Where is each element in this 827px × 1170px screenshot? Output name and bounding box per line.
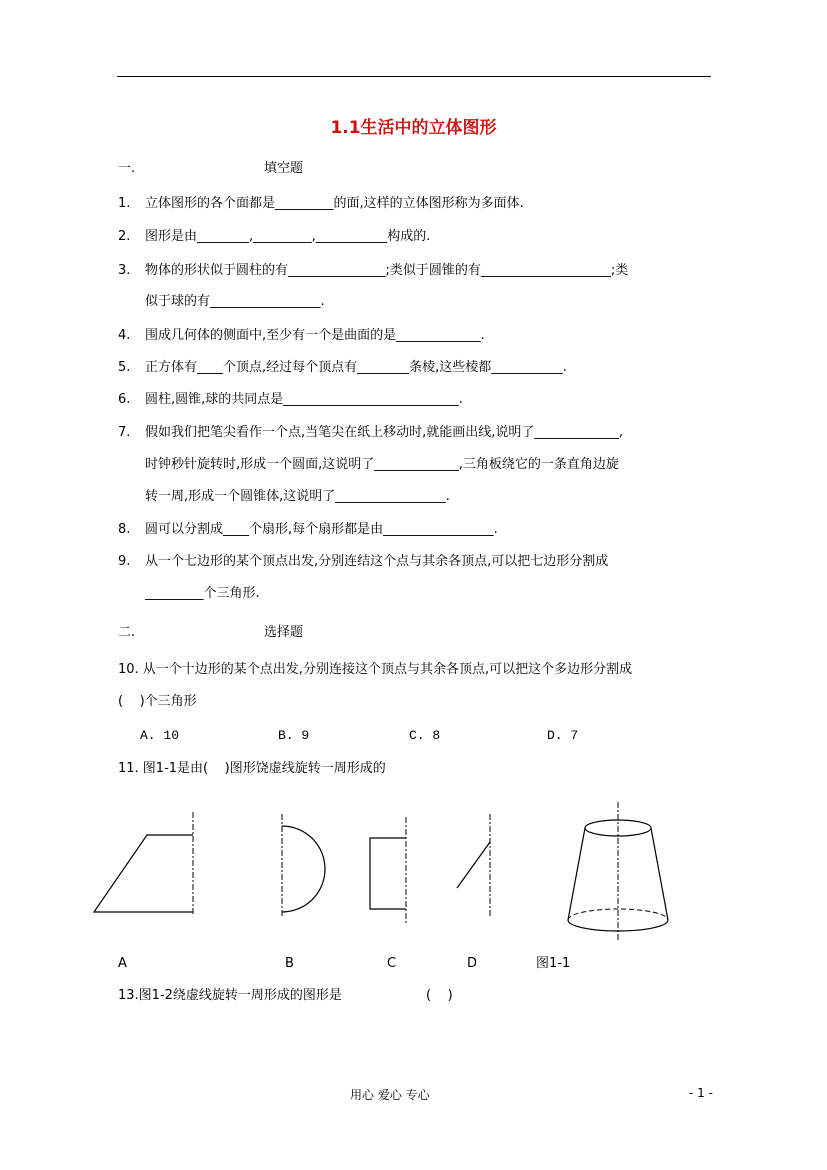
question-text: 从一个七边形的某个顶点出发,分别连结这个点与其余各顶点,可以把七边形分割成 xyxy=(145,554,609,569)
question-text: _________个三角形. xyxy=(145,586,260,601)
question-text: 围成几何体的侧面中,至少有一个是曲面的是_____________. xyxy=(145,328,485,343)
figure-b-semicircle xyxy=(270,812,330,918)
section-1-number: 一. xyxy=(118,161,136,176)
question-text: 圆可以分割成____个扇形,每个扇形都是由_________________. xyxy=(145,522,498,537)
question-text: 假如我们把笔尖看作一个点,当笔尖在纸上移动时,就能画出线,说明了_____________, xyxy=(145,425,624,440)
page-number: - 1 - xyxy=(689,1086,713,1100)
question-text: 正方体有____个顶点,经过每个顶点有________条棱,这些棱都___________. xyxy=(145,360,567,375)
figure-label-d: D xyxy=(467,956,478,971)
question-number: 7. xyxy=(118,425,131,440)
question-text: 图形是由________,_________,___________构成的. xyxy=(145,229,431,244)
question-10-text-cont: ( )个三角形 xyxy=(118,694,197,709)
figure-label-a: A xyxy=(118,956,127,971)
question-text: 似于球的有_________________. xyxy=(145,294,325,309)
question-number: 5. xyxy=(118,360,131,375)
question-number: 6. xyxy=(118,392,131,407)
figure-c-rectangle xyxy=(362,815,412,927)
question-number: 1. xyxy=(118,196,131,211)
question-number: 3. xyxy=(118,263,131,278)
question-text: 时钟秒针旋转时,形成一个圆面,这说明了_____________,三角板绕它的一条直角边旋 xyxy=(145,457,619,472)
section-1-label: 填空题 xyxy=(264,161,304,176)
figure-d-triangle xyxy=(450,812,500,918)
question-number: 2. xyxy=(118,229,131,244)
question-text: 物体的形状似于圆柱的有_______________;类似于圆锥的有____________________;类 xyxy=(145,263,629,278)
section-2-label: 选择题 xyxy=(264,625,304,640)
question-text: 转一周,形成一个圆锥体,这说明了_________________. xyxy=(145,489,450,504)
option-d: D. 7 xyxy=(547,728,579,743)
header-rule xyxy=(117,76,711,77)
question-number: 4. xyxy=(118,328,131,343)
question-text: 圆柱,圆锥,球的共同点是___________________________. xyxy=(145,392,463,407)
option-a: A. 10 xyxy=(140,728,180,743)
figure-label-b: B xyxy=(285,956,294,971)
question-11-text: 11. 图1-1是由( )图形饶虚线旋转一周形成的 xyxy=(118,761,386,776)
question-13-text: 13.图1-2绕虚线旋转一周形成的图形是 xyxy=(118,988,342,1003)
option-c: C. 8 xyxy=(409,728,441,743)
question-number: 8. xyxy=(118,522,131,537)
figure-1-1-frustum xyxy=(560,800,690,944)
figure-a-trapezoid xyxy=(90,812,200,916)
question-13-answer-paren: ( ) xyxy=(426,988,453,1003)
question-text: 立体图形的各个面都是_________的面,这样的立体图形称为多面体. xyxy=(145,196,524,211)
figure-label-c: C xyxy=(387,956,397,971)
figure-label-1-1: 图1-1 xyxy=(536,956,571,971)
page-title: 1.1生活中的立体图形 xyxy=(330,118,497,138)
footer-motto: 用心 爱心 专心 xyxy=(350,1088,430,1102)
question-10-text: 10. 从一个十边形的某个点出发,分别连接这个顶点与其余各顶点,可以把这个多边形分割成 xyxy=(118,662,633,677)
question-number: 9. xyxy=(118,554,131,569)
section-2-number: 二. xyxy=(118,625,136,640)
option-b: B. 9 xyxy=(278,728,310,743)
